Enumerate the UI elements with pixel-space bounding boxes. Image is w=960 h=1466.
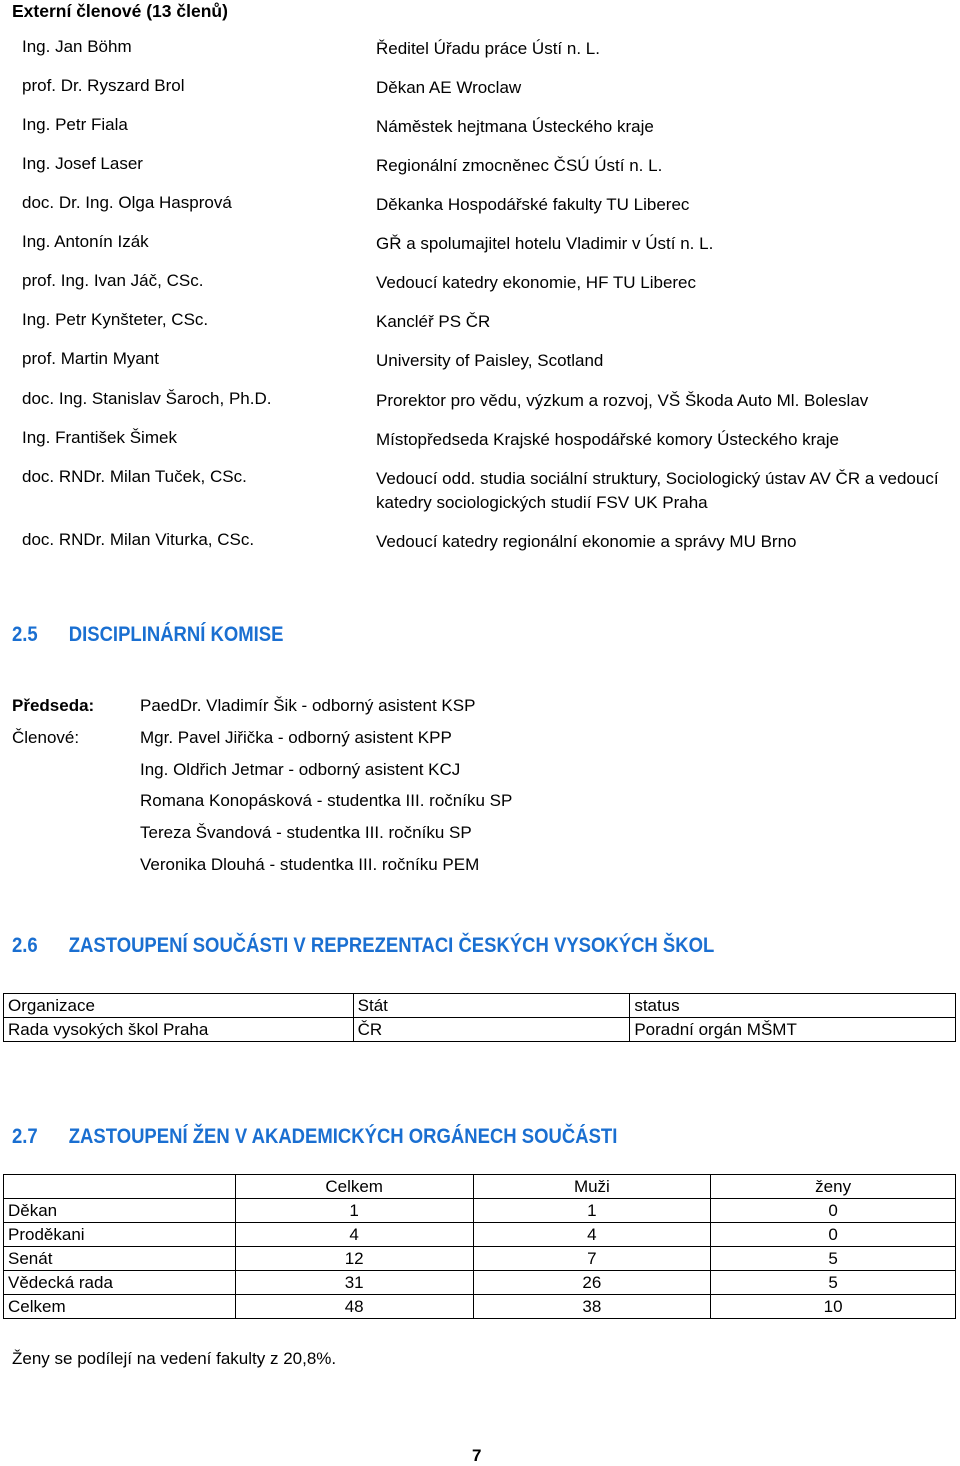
table-cell: 1	[473, 1199, 711, 1223]
member-role: Děkanka Hospodářské fakulty TU Liberec	[376, 195, 690, 214]
section-title-text: ZASTOUPENÍ SOUČÁSTI V REPREZENTACI ČESKÝCH VYSOKÝCH ŠKOL	[68, 933, 715, 957]
commission-person: PaedDr. Vladimír Šik - odborný asistent KSP	[140, 696, 476, 715]
table-cell: 4	[235, 1223, 473, 1247]
table-header-cell: Muži	[473, 1175, 711, 1199]
section-title-text: DISCIPLINÁRNÍ KOMISE	[68, 622, 284, 646]
table-cell: 48	[235, 1295, 473, 1319]
external-members-heading: Externí členové (13 členů)	[12, 1, 228, 21]
table-cell: 1	[235, 1199, 473, 1223]
table-cell: Celkem	[4, 1295, 236, 1319]
member-name: prof. Dr. Ryszard Brol	[22, 76, 185, 95]
table-cell: 4	[473, 1223, 711, 1247]
member-name: Ing. Jan Böhm	[22, 37, 132, 56]
representation-table	[3, 993, 956, 1042]
table-cell: 12	[235, 1247, 473, 1271]
table-header-cell	[4, 1175, 236, 1199]
member-name: doc. RNDr. Milan Tuček, CSc.	[22, 467, 247, 486]
member-role: Vedoucí katedry ekonomie, HF TU Liberec	[376, 273, 697, 292]
member-name: Ing. Antonín Izák	[22, 232, 149, 251]
member-role: Ředitel Úřadu práce Ústí n. L.	[376, 39, 600, 58]
table-cell: 5	[711, 1247, 956, 1271]
table-header-cell: ženy	[711, 1175, 956, 1199]
member-name: prof. Martin Myant	[22, 349, 159, 368]
table-header-row	[4, 994, 956, 1018]
members-label: Členové:	[12, 728, 80, 747]
member-role: Místopředseda Krajské hospodářské komory Ústeckého kraje	[376, 430, 839, 449]
member-name: Ing. Josef Laser	[22, 154, 143, 173]
member-role: University of Paisley, Scotland	[376, 351, 604, 370]
member-name: Ing. František Šimek	[22, 428, 177, 447]
table-cell: Poradní orgán MŠMT	[630, 1018, 956, 1042]
section-number: 2.5	[12, 622, 38, 646]
table-row	[4, 1018, 956, 1042]
member-role: Prorektor pro vědu, výzkum a rozvoj, VŠ Škoda Auto Ml. Boleslav	[376, 391, 869, 410]
member-name: prof. Ing. Ivan Jáč, CSc.	[22, 271, 204, 290]
member-role: Děkan AE Wroclaw	[376, 78, 522, 97]
member-role: Vedoucí odd. studia sociální struktury, Sociologický ústav AV ČR a vedoucí katedry sociologických studií FSV UK Praha	[376, 469, 939, 512]
table-row	[4, 1247, 956, 1271]
women-share-note: Ženy se podílejí na vedení fakulty z 20,8%.	[12, 1349, 337, 1368]
member-name: Ing. Petr Kynšteter, CSc.	[22, 310, 209, 329]
section-title-text: ZASTOUPENÍ ŽEN V AKADEMICKÝCH ORGÁNECH SOUČÁSTI	[68, 1124, 618, 1148]
member-role: Vedoucí katedry regionální ekonomie a správy MU Brno	[376, 532, 797, 551]
member-role: Kancléř PS ČR	[376, 312, 491, 331]
member-name: doc. RNDr. Milan Viturka, CSc.	[22, 530, 255, 549]
table-cell: 0	[711, 1199, 956, 1223]
member-name: Ing. Petr Fiala	[22, 115, 128, 134]
member-role: Náměstek hejtmana Ústeckého kraje	[376, 117, 654, 136]
section-number: 2.6	[12, 933, 38, 957]
section-2-6-title	[12, 933, 714, 958]
member-role: GŘ a spolumajitel hotelu Vladimir v Ústí n. L.	[376, 234, 714, 253]
commission-person: Veronika Dlouhá - studentka III. ročníku PEM	[140, 855, 480, 874]
table-header-cell: Celkem	[235, 1175, 473, 1199]
table-header-cell: Organizace	[4, 994, 354, 1018]
table-cell: 10	[711, 1295, 956, 1319]
table-cell: 5	[711, 1271, 956, 1295]
table-cell: 31	[235, 1271, 473, 1295]
table-cell: 38	[473, 1295, 711, 1319]
table-row	[4, 1223, 956, 1247]
table-cell: Děkan	[4, 1199, 236, 1223]
table-cell: Rada vysokých škol Praha	[4, 1018, 354, 1042]
women-representation-table	[3, 1174, 956, 1319]
page-number: 7	[472, 1446, 482, 1465]
commission-person: Romana Konopásková - studentka III. ročníku SP	[140, 791, 513, 810]
commission-person: Ing. Oldřich Jetmar - odborný asistent KCJ	[140, 760, 461, 779]
table-cell: Proděkani	[4, 1223, 236, 1247]
member-name: doc. Ing. Stanislav Šaroch, Ph.D.	[22, 389, 272, 408]
table-header-row	[4, 1175, 956, 1199]
section-2-7-title	[12, 1124, 617, 1149]
table-cell: 0	[711, 1223, 956, 1247]
table-cell: 7	[473, 1247, 711, 1271]
commission-person: Mgr. Pavel Jiřička - odborný asistent KPP	[140, 728, 452, 747]
table-row	[4, 1295, 956, 1319]
commission-person: Tereza Švandová - studentka III. ročníku SP	[140, 823, 472, 842]
section-number: 2.7	[12, 1124, 38, 1148]
table-cell: Senát	[4, 1247, 236, 1271]
table-cell: ČR	[353, 1018, 630, 1042]
member-role: Regionální zmocněnec ČSÚ Ústí n. L.	[376, 156, 663, 175]
table-header-cell: status	[630, 994, 956, 1018]
table-row	[4, 1199, 956, 1223]
section-2-5-title	[12, 622, 283, 647]
chair-label: Předseda:	[12, 696, 95, 715]
table-cell: Vědecká rada	[4, 1271, 236, 1295]
table-row	[4, 1271, 956, 1295]
table-cell: 26	[473, 1271, 711, 1295]
member-name: doc. Dr. Ing. Olga Hasprová	[22, 193, 232, 212]
table-header-cell: Stát	[353, 994, 630, 1018]
